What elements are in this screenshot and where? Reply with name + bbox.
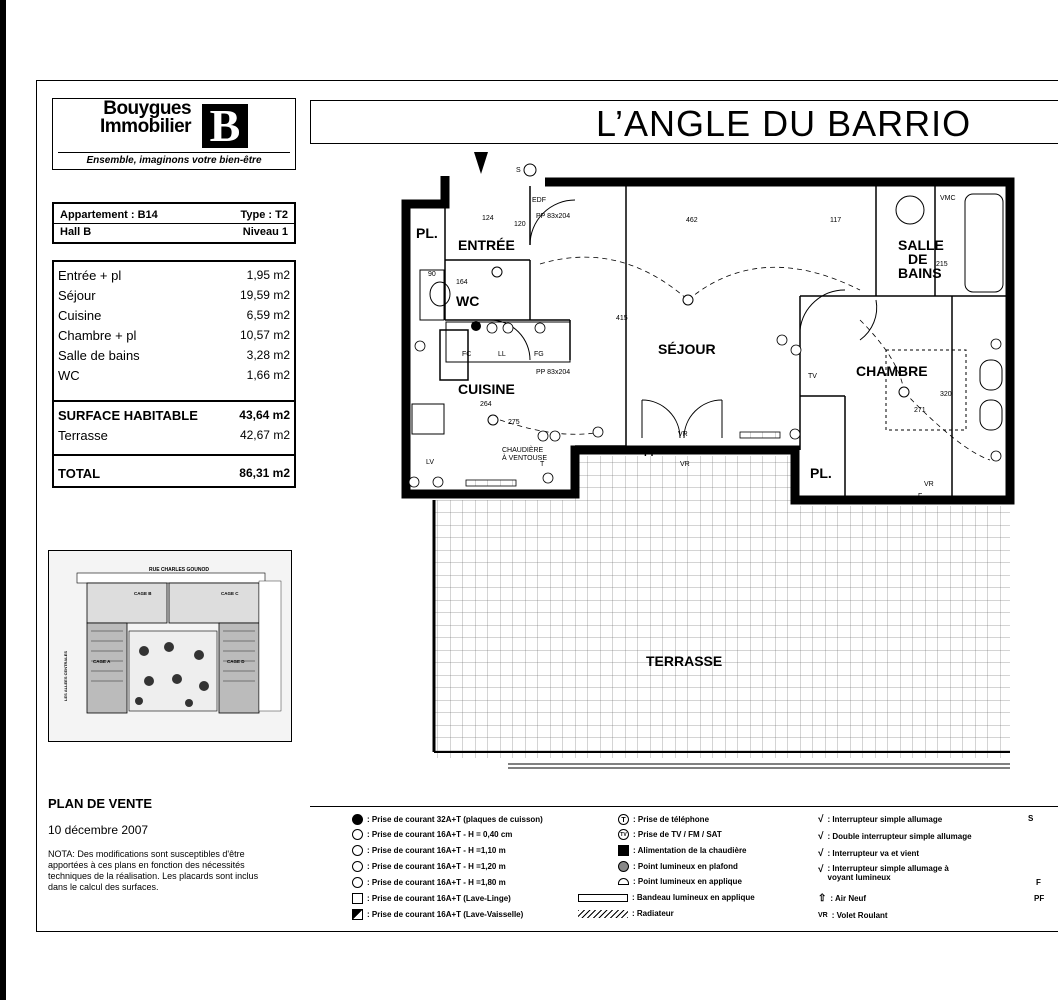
label-ventouse: À VENTOUSE bbox=[502, 455, 547, 462]
label-vr1: VR bbox=[678, 431, 688, 438]
phone-icon: T bbox=[618, 814, 629, 825]
room-label-salle: SALLE bbox=[898, 237, 944, 253]
apartment-level: Niveau 1 bbox=[242, 226, 288, 238]
radiator bbox=[740, 432, 780, 438]
square-icon bbox=[352, 893, 363, 904]
legend-item: √ : Interrupteur va et vient bbox=[818, 848, 920, 859]
svg-text:CAGE A: CAGE A bbox=[93, 659, 111, 664]
fixtures bbox=[412, 194, 1003, 434]
room-label-bains: BAINS bbox=[898, 265, 942, 281]
dim-120: 120 bbox=[514, 221, 526, 228]
apartment-hall: Hall B bbox=[60, 226, 92, 238]
brand-tagline: Ensemble, imaginons votre bien-être bbox=[58, 152, 290, 166]
plan-date: 10 décembre 2007 bbox=[48, 823, 149, 837]
legend-item: ⇧ : Air Neuf bbox=[818, 893, 867, 904]
surface-habitable-row: SURFACE HABITABLE 43,64 m2 bbox=[58, 408, 290, 423]
plan-title: PLAN DE VENTE bbox=[48, 796, 153, 811]
legend-item: √ : Interrupteur simple allumage bbox=[818, 814, 943, 825]
label-vr3: VR bbox=[680, 461, 690, 468]
ceiling-light-icon bbox=[618, 861, 629, 872]
label-vmc: VMC bbox=[940, 195, 956, 202]
label-pf: PF bbox=[644, 448, 657, 459]
room-label-entree: ENTRÉE bbox=[458, 237, 515, 253]
label-f1: F bbox=[450, 493, 455, 500]
brand-logo-mark: B bbox=[202, 104, 248, 148]
label-t: T bbox=[540, 461, 545, 468]
legend-item: : Prise de courant 16A+T - H =1,20 m bbox=[352, 861, 506, 872]
outlet-icon bbox=[352, 845, 363, 856]
shutter-icon: VR bbox=[818, 912, 828, 919]
dim-117: 117 bbox=[830, 217, 842, 224]
dim-415: 415 bbox=[616, 315, 628, 322]
dim-320: 320 bbox=[940, 391, 952, 398]
legend-item: : Point lumineux en applique bbox=[618, 877, 742, 886]
air-icon: ⇧ bbox=[818, 893, 827, 904]
outlet-icon bbox=[352, 861, 363, 872]
room-label-wc: WC bbox=[456, 293, 480, 309]
surface-row: Séjour 19,59 m2 bbox=[58, 288, 290, 303]
svg-text:CAGE C: CAGE C bbox=[221, 591, 239, 596]
legend-divider bbox=[310, 806, 1058, 807]
switch-icon: √ bbox=[818, 864, 824, 875]
legend-item: : Prise de courant 16A+T - H =1,80 m bbox=[352, 877, 506, 888]
svg-text:CAGE D: CAGE D bbox=[227, 659, 245, 664]
surface-row: Cuisine 6,59 m2 bbox=[58, 308, 290, 323]
label-lv: LV bbox=[426, 459, 435, 466]
legend-item: : Alimentation de la chaudière bbox=[618, 845, 747, 856]
tv-icon: TV bbox=[618, 829, 629, 840]
legend-item: : Prise de courant 16A+T - H = 0,40 cm bbox=[352, 829, 512, 840]
brand-line2: Immobilier bbox=[100, 116, 192, 137]
label-chaudiere: CHAUDIÈRE bbox=[502, 447, 544, 454]
legend-item: : Point lumineux en plafond bbox=[618, 861, 738, 872]
boiler-icon bbox=[618, 845, 629, 856]
air-icon bbox=[524, 164, 536, 176]
legend-right: F bbox=[1036, 878, 1041, 887]
dim-264: 264 bbox=[480, 401, 492, 408]
dim-164: 164 bbox=[456, 279, 468, 286]
legend-right: S bbox=[1028, 814, 1034, 823]
room-label-cuisine: CUISINE bbox=[458, 381, 515, 397]
dim-215: 215 bbox=[936, 261, 948, 268]
switch-icon: √ bbox=[818, 831, 824, 842]
entrance-arrow-icon bbox=[474, 152, 488, 174]
legend-item: √ : Interrupteur simple allumage à voyant lumineux bbox=[818, 864, 949, 882]
legend-item: : Prise de courant 16A+T (Lave-Linge) bbox=[352, 893, 511, 904]
switch-icon: √ bbox=[818, 848, 824, 859]
dim-124: 124 bbox=[482, 215, 494, 222]
dim-271: 271 bbox=[914, 407, 926, 414]
label-pp1: PP 83x204 bbox=[536, 213, 571, 220]
square-icon bbox=[352, 909, 363, 920]
room-label-de: DE bbox=[908, 251, 928, 267]
apartment-label: Appartement : B14 bbox=[60, 209, 158, 221]
filled-dot-icon bbox=[352, 814, 363, 825]
room-label-terrasse: TERRASSE bbox=[646, 653, 723, 669]
brand-line1: Bouygues bbox=[103, 98, 192, 119]
room-label-chambre: CHAMBRE bbox=[856, 363, 928, 379]
site-street-label: RUE CHARLES GOUNOD bbox=[149, 567, 210, 573]
label-ll: LL bbox=[498, 351, 506, 358]
svg-text:LES ALLEES CENTRALES: LES ALLEES CENTRALES bbox=[63, 650, 68, 701]
room-label-sejour: SÉJOUR bbox=[658, 341, 716, 357]
surface-row: Entrée + pl 1,95 m2 bbox=[58, 268, 290, 283]
label-fc: FC bbox=[462, 351, 472, 358]
apartment-type: Type : T2 bbox=[240, 209, 288, 221]
project-title: L’ANGLE DU BARRIO bbox=[596, 103, 972, 144]
svg-text:CAGE B: CAGE B bbox=[134, 591, 152, 596]
terrasse-row: Terrasse 42,67 m2 bbox=[58, 428, 290, 443]
label-f2: F bbox=[918, 493, 923, 500]
electrical-lines bbox=[500, 257, 990, 460]
surface-row: Chambre + pl 10,57 m2 bbox=[58, 328, 290, 343]
label-fg: FG bbox=[534, 351, 544, 358]
legend-item: √ : Double interrupteur simple allumage bbox=[818, 831, 972, 842]
surface-row: Salle de bains 3,28 m2 bbox=[58, 348, 290, 363]
legend-item: VR : Volet Roulant bbox=[818, 911, 888, 920]
dim-90: 90 bbox=[428, 271, 436, 278]
room-label-pl2: PL. bbox=[810, 465, 832, 481]
dim-275: 275 bbox=[508, 419, 520, 426]
wall-light-icon bbox=[618, 878, 629, 885]
outlet-icon bbox=[352, 829, 363, 840]
label-pp2: PP 83x204 bbox=[536, 369, 571, 376]
dim-462: 462 bbox=[686, 217, 698, 224]
room-label-pl: PL. bbox=[416, 225, 438, 241]
filled-dot-icon bbox=[471, 321, 481, 331]
switch-icon: √ bbox=[818, 814, 824, 825]
radiator-icon bbox=[578, 910, 628, 918]
legend-item: : Prise de courant 16A+T (Lave-Vaisselle) bbox=[352, 909, 523, 920]
legend-item: : Bandeau lumineux en applique bbox=[578, 893, 755, 902]
label-edf: EDF bbox=[532, 197, 546, 204]
radiator bbox=[466, 480, 516, 486]
legend-item: T : Prise de téléphone bbox=[618, 814, 709, 825]
label-vr2: VR bbox=[924, 481, 934, 488]
legend-right: PF bbox=[1034, 894, 1045, 903]
legend-item: : Prise de courant 32A+T (plaques de cuisson) bbox=[352, 814, 543, 825]
surface-row: WC 1,66 m2 bbox=[58, 368, 290, 383]
legend-item: TV : Prise de TV / FM / SAT bbox=[618, 829, 722, 840]
legend-item: : Radiateur bbox=[578, 909, 674, 918]
label-tv: TV bbox=[808, 373, 817, 380]
outlet-icon bbox=[352, 877, 363, 888]
legend-item: : Prise de courant 16A+T - H =1,10 m bbox=[352, 845, 506, 856]
total-row: TOTAL 86,31 m2 bbox=[58, 466, 290, 481]
doors bbox=[490, 200, 877, 438]
plan-note: NOTA: Des modifications sont susceptibles d'être apportées à ces plans en fonction des nécessités techniques de la réalisation. Les placards sont inclus dans le calcul des surfaces. bbox=[48, 849, 259, 892]
exterior-walls bbox=[406, 176, 1010, 500]
label-s: S bbox=[516, 167, 521, 174]
light-strip-icon bbox=[578, 894, 628, 902]
